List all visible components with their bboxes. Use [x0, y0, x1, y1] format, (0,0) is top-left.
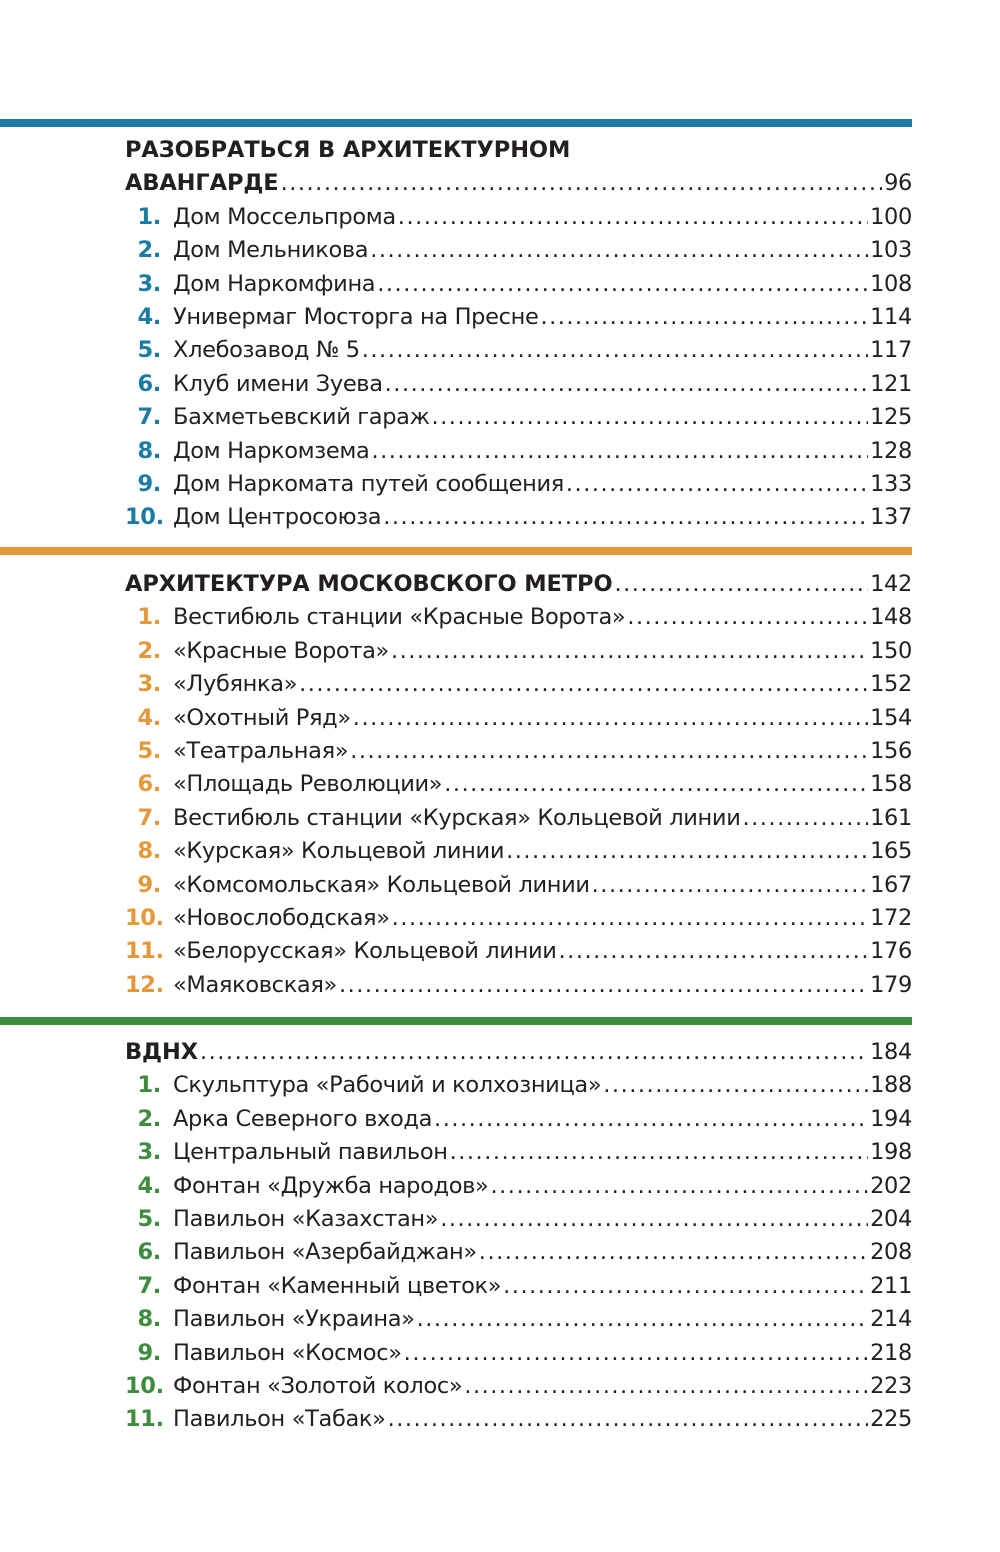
dot-leader: [377, 268, 868, 301]
page-number: 156: [870, 737, 912, 764]
entry-number: 8.: [137, 437, 161, 464]
entry-number: 9.: [137, 470, 161, 497]
entry-number: 5.: [137, 1205, 161, 1232]
entry-number: 5.: [137, 737, 161, 764]
entry-number: 4.: [137, 1172, 161, 1199]
entry-number: 2.: [137, 1105, 161, 1132]
page-number: 214: [870, 1306, 912, 1333]
entry-title: «Новослободская»: [173, 904, 390, 931]
entry-number: 10.: [125, 504, 164, 531]
page-number: 225: [870, 1406, 912, 1433]
toc-entry[interactable]: [125, 668, 912, 701]
dot-leader: [431, 401, 868, 434]
page-number: 114: [870, 303, 912, 330]
dot-leader: [464, 1370, 868, 1403]
page-number: 204: [870, 1205, 912, 1232]
toc-entry[interactable]: [125, 635, 912, 668]
dot-leader: [383, 501, 868, 534]
entry-title: Клуб имени Зуева: [173, 370, 383, 397]
section-heading-line: [125, 134, 912, 167]
toc-entry[interactable]: [125, 301, 912, 334]
entry-number: 7.: [137, 804, 161, 831]
entry-title: «Красные Ворота»: [173, 637, 389, 664]
page-number: 108: [870, 270, 912, 297]
entry-title: «Комсомольская» Кольцевой линии: [173, 871, 590, 898]
entry-number: 6.: [137, 771, 161, 798]
toc-entry[interactable]: [125, 768, 912, 801]
toc-entry[interactable]: [125, 501, 912, 534]
page-number: 142: [870, 571, 912, 597]
page-number: 172: [870, 904, 912, 931]
entry-number: 4.: [137, 303, 161, 330]
page-number: 150: [870, 637, 912, 664]
entry-number: 9.: [137, 871, 161, 898]
toc-entry[interactable]: [125, 435, 912, 468]
toc-entry[interactable]: [125, 935, 912, 968]
dot-leader: [385, 368, 868, 401]
page-number: 218: [870, 1339, 912, 1366]
entry-title: «Лубянка»: [173, 671, 298, 698]
section-avant-garde: [125, 134, 912, 535]
page-number: 167: [870, 871, 912, 898]
page-number: 179: [870, 971, 912, 998]
toc-entry[interactable]: [125, 368, 912, 401]
toc-entry[interactable]: [125, 1170, 912, 1203]
page-number: 211: [870, 1272, 912, 1299]
section-divider-blue: [0, 119, 912, 127]
entry-title: Фонтан «Дружба народов»: [173, 1172, 489, 1199]
entry-number: 1.: [137, 203, 161, 230]
entry-number: 1.: [137, 1072, 161, 1099]
section-heading-title-continued: АВАНГАРДЕ: [125, 170, 279, 197]
entry-title: Павильон «Табак»: [173, 1406, 386, 1433]
toc-entry[interactable]: [125, 234, 912, 267]
dot-leader: [391, 635, 868, 668]
entry-title: Вестибюль станции «Красные Ворота»: [173, 604, 626, 631]
section-metro: [125, 568, 912, 1002]
dot-leader: [503, 1270, 868, 1303]
dot-leader: [350, 735, 868, 768]
page-number: 103: [870, 237, 912, 264]
page-number: 194: [870, 1105, 912, 1132]
dot-leader: [592, 869, 868, 902]
entry-title: Фонтан «Золотой колос»: [173, 1372, 463, 1399]
toc-entry[interactable]: [125, 735, 912, 768]
entry-title: Хлебозавод № 5: [173, 337, 360, 364]
toc-entry[interactable]: [125, 835, 912, 868]
page-number: 176: [870, 938, 912, 965]
entry-title: Павильон «Азербайджан»: [173, 1239, 477, 1266]
page-number: 100: [870, 203, 912, 230]
entry-title: Вестибюль станции «Курская» Кольцевой линии: [173, 804, 741, 831]
entry-number: 12.: [125, 971, 164, 998]
entry-number: 10.: [125, 1372, 164, 1399]
entry-title: «Охотный Ряд»: [173, 704, 351, 731]
dot-leader: [371, 435, 868, 468]
page-number: 161: [870, 804, 912, 831]
entry-title: Бахметьевский гараж: [173, 404, 430, 431]
toc-entry[interactable]: [125, 268, 912, 301]
dot-leader: [627, 601, 868, 634]
entry-list: [125, 1069, 912, 1436]
entry-number: 3.: [137, 1139, 161, 1166]
entry-number: 5.: [137, 337, 161, 364]
entry-number: 10.: [125, 904, 164, 931]
toc-entry[interactable]: [125, 1337, 912, 1370]
page-number: 208: [870, 1239, 912, 1266]
toc-entry[interactable]: [125, 969, 912, 1002]
entry-number: 8.: [137, 1306, 161, 1333]
entry-title: Дом Наркомфина: [173, 270, 376, 297]
entry-number: 2.: [137, 237, 161, 264]
dot-leader: [339, 969, 868, 1002]
toc-entry[interactable]: [125, 334, 912, 367]
section-heading-entry[interactable]: [125, 568, 912, 601]
entry-number: 4.: [137, 704, 161, 731]
toc-entry[interactable]: [125, 1236, 912, 1269]
entry-list: [125, 201, 912, 535]
toc-entry[interactable]: [125, 601, 912, 634]
entry-title: «Маяковская»: [173, 971, 337, 998]
dot-leader: [353, 702, 868, 735]
page-number: 165: [870, 838, 912, 865]
dot-leader: [404, 1337, 868, 1370]
section-heading-entry[interactable]: [125, 167, 912, 200]
page-number: 96: [884, 170, 912, 197]
entry-number: 3.: [137, 671, 161, 698]
page-number: 223: [870, 1372, 912, 1399]
section-divider-orange: [0, 547, 912, 555]
toc-entry[interactable]: [125, 201, 912, 234]
entry-title: Центральный павильон: [173, 1139, 448, 1166]
page-number: 137: [870, 504, 912, 531]
entry-title: Дом Центросоюза: [173, 504, 382, 531]
toc-entry[interactable]: [125, 1270, 912, 1303]
entry-number: 11.: [125, 1406, 164, 1433]
page-number: 188: [870, 1072, 912, 1099]
toc-entry[interactable]: [125, 869, 912, 902]
toc-entry[interactable]: [125, 1069, 912, 1102]
dot-leader: [444, 768, 868, 801]
page-number: 125: [870, 404, 912, 431]
dot-leader: [388, 1403, 869, 1436]
page-number: 184: [870, 1039, 912, 1065]
page-number: 121: [870, 370, 912, 397]
toc-entry[interactable]: [125, 1103, 912, 1136]
page-number: 154: [870, 704, 912, 731]
page-number: 148: [870, 604, 912, 631]
entry-title: Дом Наркомата путей сообщения: [173, 470, 564, 497]
dot-leader: [603, 1069, 868, 1102]
dot-leader: [540, 301, 868, 334]
entry-number: 6.: [137, 1239, 161, 1266]
dot-leader: [281, 167, 883, 200]
dot-leader: [450, 1136, 869, 1169]
page-number: 198: [870, 1139, 912, 1166]
toc-entry[interactable]: [125, 702, 912, 735]
toc-entry[interactable]: [125, 1203, 912, 1236]
page-number: 158: [870, 771, 912, 798]
entry-title: Павильон «Украина»: [173, 1306, 415, 1333]
toc-entry[interactable]: [125, 401, 912, 434]
toc-entry[interactable]: [125, 1403, 912, 1436]
section-heading-title: ВДНХ: [125, 1039, 198, 1065]
entry-title: «Театральная»: [173, 737, 349, 764]
dot-leader: [370, 234, 868, 267]
entry-number: 2.: [137, 637, 161, 664]
section-heading-title: РАЗОБРАТЬСЯ В АРХИТЕКТУРНОМ: [125, 137, 571, 163]
entry-title: «Курская» Кольцевой линии: [173, 838, 505, 865]
entry-number: 1.: [137, 604, 161, 631]
entry-title: Павильон «Космос»: [173, 1339, 402, 1366]
entry-title: «Площадь Революции»: [173, 771, 443, 798]
dot-leader: [434, 1103, 868, 1136]
entry-number: 7.: [137, 404, 161, 431]
entry-title: Дом Мельникова: [173, 237, 369, 264]
entry-number: 9.: [137, 1339, 161, 1366]
dot-leader: [440, 1203, 868, 1236]
entry-number: 11.: [125, 938, 164, 965]
dot-leader: [417, 1303, 869, 1336]
entry-title: Дом Наркомзема: [173, 437, 370, 464]
entry-number: 3.: [137, 270, 161, 297]
dot-leader: [490, 1170, 868, 1203]
page-number: 128: [870, 437, 912, 464]
page-number: 133: [870, 470, 912, 497]
toc-entry[interactable]: [125, 802, 912, 835]
entry-number: 6.: [137, 370, 161, 397]
dot-leader: [742, 802, 868, 835]
entry-number: 8.: [137, 838, 161, 865]
toc-entry[interactable]: [125, 1370, 912, 1403]
section-vdnh: [125, 1036, 912, 1437]
entry-title: Павильон «Казахстан»: [173, 1205, 439, 1232]
dot-leader: [479, 1236, 868, 1269]
dot-leader: [566, 468, 868, 501]
section-heading-entry[interactable]: [125, 1036, 912, 1069]
entry-title: Арка Северного входа: [173, 1105, 433, 1132]
entry-title: Фонтан «Каменный цветок»: [173, 1272, 502, 1299]
dot-leader: [200, 1036, 868, 1069]
toc-entry[interactable]: [125, 902, 912, 935]
section-heading-title: АРХИТЕКТУРА МОСКОВСКОГО МЕТРО: [125, 571, 613, 597]
page-number: 117: [870, 337, 912, 364]
page-number: 202: [870, 1172, 912, 1199]
entry-title: Скульптура «Рабочий и колхозница»: [173, 1072, 602, 1099]
entry-number: 7.: [137, 1272, 161, 1299]
dot-leader: [506, 835, 868, 868]
toc-entry[interactable]: [125, 1303, 912, 1336]
entry-list: [125, 601, 912, 1002]
entry-title: «Белорусская» Кольцевой линии: [173, 938, 557, 965]
entry-title: Дом Моссельпрома: [173, 203, 396, 230]
dot-leader: [559, 935, 869, 968]
page-number: 152: [870, 671, 912, 698]
toc-entry[interactable]: [125, 468, 912, 501]
dot-leader: [362, 334, 868, 367]
toc-entry[interactable]: [125, 1136, 912, 1169]
entry-title: Универмаг Мосторга на Пресне: [173, 303, 539, 330]
dot-leader: [299, 668, 868, 701]
dot-leader: [614, 568, 868, 601]
dot-leader: [398, 201, 868, 234]
dot-leader: [392, 902, 868, 935]
section-divider-green: [0, 1017, 912, 1025]
